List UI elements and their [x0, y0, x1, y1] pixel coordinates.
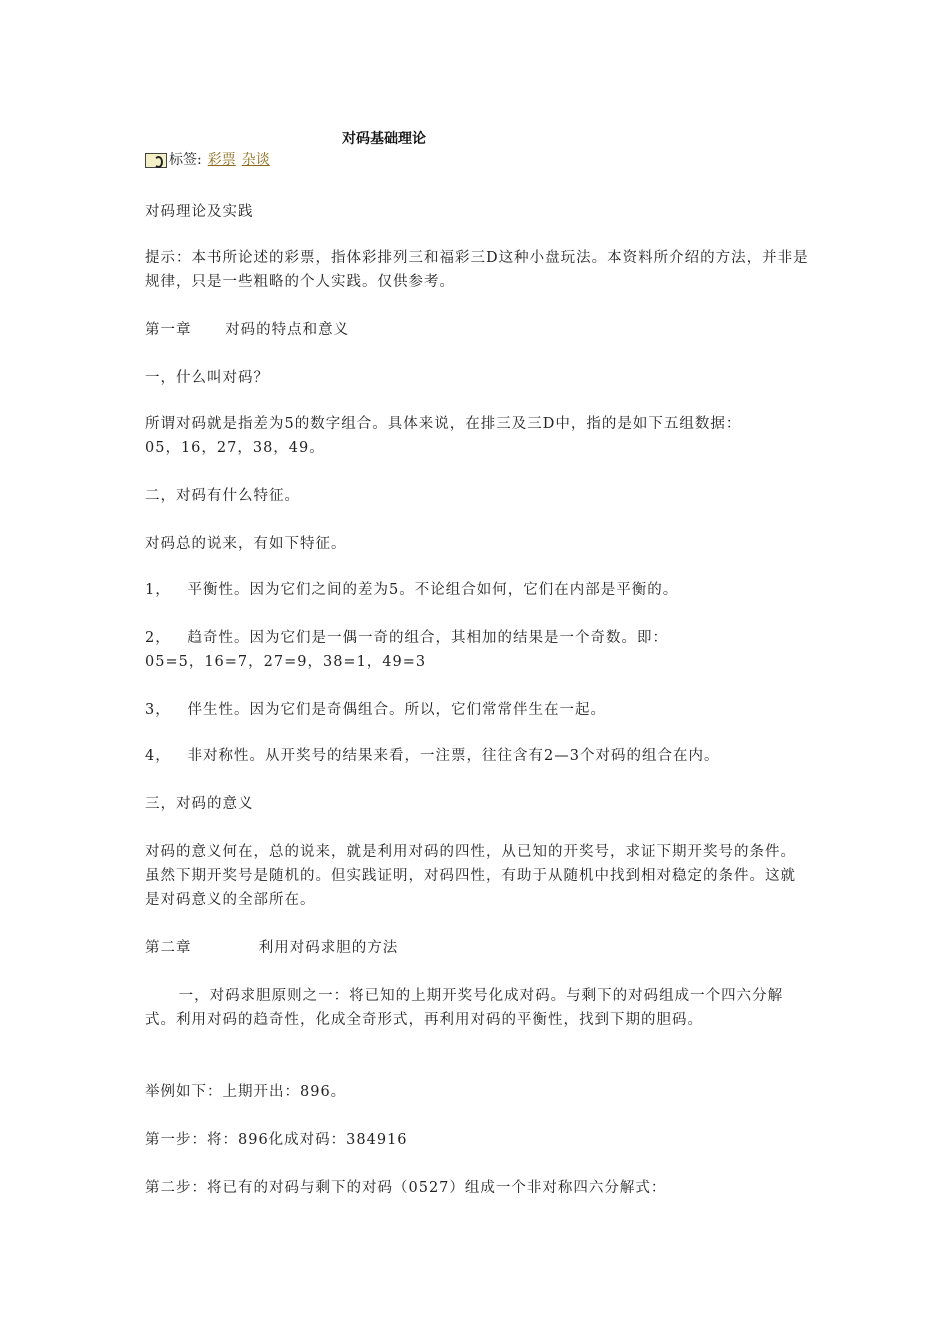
section-1-heading: 一，什么叫对码？: [145, 370, 269, 386]
section-2-heading: 二，对码有什么特征。: [145, 488, 300, 504]
paragraph-definition: 所谓对码就是指差为5的数字组合。具体来说，在排三及三D中，指的是如下五组数据： 05，16，27，38，49。: [145, 416, 742, 456]
tag-icon: [145, 153, 167, 168]
paragraph-rule-1: 一，对码求胆原则之一：将已知的上期开奖号化成对码。与剩下的对码组成一个四六分解式。利用对码的趋奇性，化成全奇形式，再利用对码的平衡性，找到下期的胆码。: [145, 988, 784, 1028]
chapter-1-heading: 第一章 对码的特点和意义: [145, 322, 350, 338]
tag-link-lottery[interactable]: 彩票: [207, 152, 236, 168]
tags-label: 标签:: [169, 152, 202, 168]
document-title: 对码基础理论: [342, 131, 426, 147]
feature-3: 3， 伴生性。因为它们是奇偶组合。所以，它们常常伴生在一起。: [145, 702, 607, 718]
tag-link-misc[interactable]: 杂谈: [241, 152, 270, 168]
paragraph-features-intro: 对码总的说来，有如下特征。: [145, 536, 347, 552]
section-3-heading: 三，对码的意义: [145, 796, 254, 812]
feature-2: 2， 趋奇性。因为它们是一偶一奇的组合，其相加的结果是一个奇数。即： 05=5，16=7，27=9，38=1，49=3: [145, 630, 669, 670]
tag-line: [145, 150, 270, 170]
paragraph-meaning: 对码的意义何在，总的说来，就是利用对码的四性，从已知的开奖号，求证下期开奖号的条件。虽然下期开奖号是随机的。但实践证明，对码四性，有助于从随机中找到相对稳定的条件。这就是对码意义的全部所在。: [145, 844, 796, 908]
paragraph-subtitle: 对码理论及实践: [145, 204, 254, 220]
paragraph-hint: 提示：本书所论述的彩票，指体彩排列三和福彩三D这种小盘玩法。本资料所介绍的方法，并非是规律，只是一些粗略的个人实践。仅供参考。: [145, 250, 809, 290]
paragraph-example: 举例如下：上期开出：896。: [145, 1084, 347, 1100]
paragraph-step-2: 第二步：将已有的对码与剩下的对码（0527）组成一个非对称四六分解式：: [145, 1180, 667, 1196]
feature-4: 4， 非对称性。从开奖号的结果来看，一注票，往往含有2—3个对码的组合在内。: [145, 748, 720, 764]
feature-1: 1， 平衡性。因为它们之间的差为5。不论组合如何，它们在内部是平衡的。: [145, 582, 679, 598]
paragraph-step-1: 第一步：将：896化成对码：384916: [145, 1132, 408, 1148]
chapter-2-heading: 第二章 利用对码求胆的方法: [145, 940, 399, 956]
